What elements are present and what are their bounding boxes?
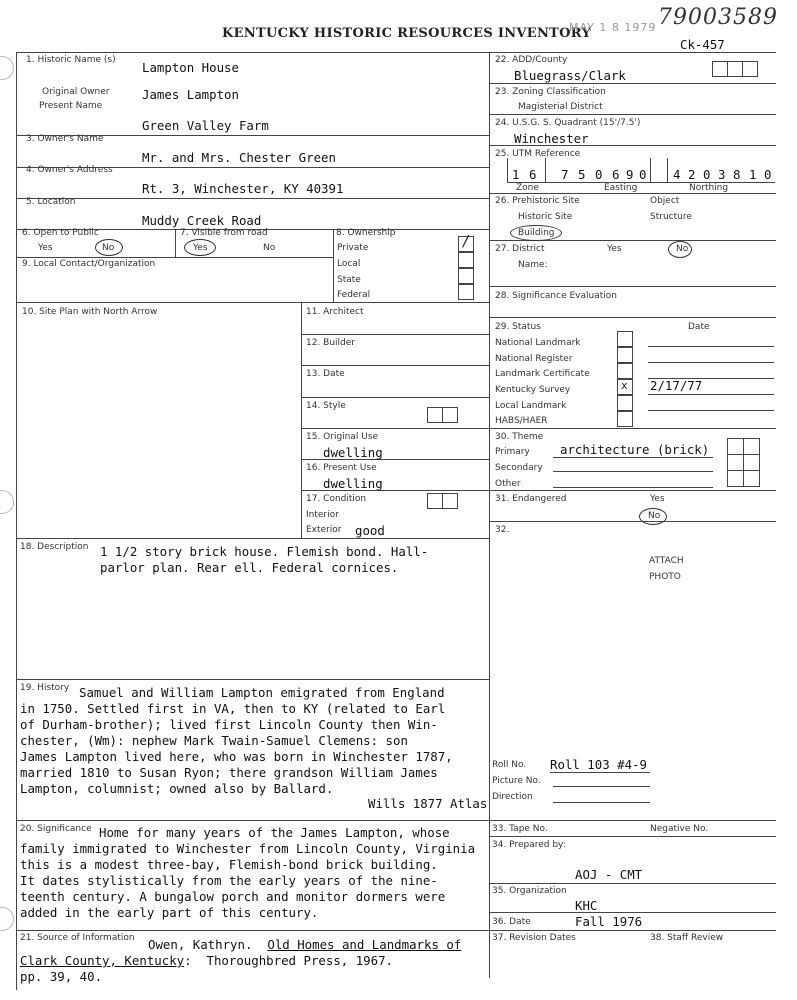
utm-easting-digit: 0	[595, 167, 603, 182]
prepared-by-value: AOJ - CMT	[575, 867, 643, 882]
rule	[16, 538, 489, 539]
county-code-box	[712, 61, 728, 77]
present-use-label: 16. Present Use	[306, 463, 377, 473]
roll-line	[550, 772, 650, 773]
endangered-no: No	[648, 511, 661, 521]
organization-label: 35. Organization	[492, 886, 567, 896]
historic-name-label: 1. Historic Name (s)	[26, 55, 116, 65]
condition-exterior-label: Exterior	[306, 525, 342, 535]
roll-line	[553, 802, 650, 803]
status-checkbox	[617, 331, 633, 347]
status-checkbox	[617, 363, 633, 379]
style-label: 14. Style	[306, 401, 346, 411]
status-date-line	[648, 410, 774, 411]
organization-value: KHC	[575, 898, 598, 913]
rule	[301, 302, 302, 538]
utm-northing-digit: 0	[764, 167, 772, 182]
utm-zone-digit: 1	[512, 167, 520, 182]
ownership-federal: Federal	[337, 290, 371, 300]
significance-text	[20, 825, 475, 921]
present-use-value: dwelling	[323, 476, 383, 491]
district-yes: Yes	[607, 244, 622, 254]
ownership-private: Private	[337, 243, 369, 253]
condition-code-box	[442, 493, 458, 509]
significance-line: added in the early part of this century.	[20, 905, 319, 920]
rule	[301, 365, 489, 366]
endangered-label: 31. Endangered	[495, 494, 567, 504]
frame-left	[16, 52, 17, 990]
theme-code-box	[727, 470, 744, 487]
circled-no-mark	[95, 239, 123, 256]
utm-easting-digit: 0	[639, 167, 647, 182]
history-line: in 1750. Settled first in VA, then to KY (related to Earl	[20, 701, 446, 716]
condition-code-box	[427, 493, 443, 509]
object-label: Object	[650, 196, 680, 206]
utm-divider	[545, 158, 546, 182]
photo-label: PHOTO	[649, 572, 681, 582]
theme-line	[553, 457, 713, 458]
description-line: 1 1/2 story brick house. Flemish bond. Hall-	[100, 544, 429, 559]
circled-no-mark	[668, 241, 692, 258]
significance-evaluation-label: 28. Significance Evaluation	[495, 291, 617, 301]
prepared-by-label: 34. Prepared by:	[492, 840, 566, 850]
county-code-box	[727, 61, 743, 77]
ownership-local: Local	[337, 259, 361, 269]
open-to-public-no: No	[102, 243, 115, 253]
form-id: Ck-457	[680, 37, 725, 52]
source-book-title: Old Homes and Landmarks of	[267, 937, 462, 952]
location-label: 5. Location	[26, 197, 76, 207]
rule	[301, 334, 489, 335]
kentucky-survey-mark: x	[621, 379, 628, 392]
source-line	[20, 953, 461, 969]
visible-from-road-label: 7. Visible from road	[180, 228, 268, 238]
owners-name-value: Mr. and Mrs. Chester Green	[142, 150, 336, 165]
theme-code-box	[743, 454, 760, 471]
significance-line: this is a modest three-bay, Flemish-bond brick building.	[20, 857, 438, 872]
rule	[489, 930, 776, 931]
ownership-state-checkbox	[458, 268, 474, 284]
rule	[489, 317, 776, 318]
tape-number-label: 33. Tape No.	[492, 824, 548, 834]
present-name-label: Present Name	[39, 101, 103, 111]
theme-line	[553, 487, 713, 488]
rule	[489, 820, 776, 821]
theme-other-label: Other	[495, 479, 521, 489]
received-date-stamp: MAY 1 8 1979	[569, 21, 657, 34]
photo-field-label: 32.	[495, 525, 510, 535]
utm-easting-digit: 5	[578, 167, 586, 182]
prepared-date-value: Fall 1976	[575, 914, 643, 929]
visible-from-road-no: No	[263, 243, 276, 253]
status-landmark-certificate: Landmark Certificate	[495, 369, 590, 379]
significance-line: It dates stylistically from the early years of the nine-	[20, 873, 438, 888]
original-owner-label: Original Owner	[42, 87, 110, 97]
utm-northing-digit: 3	[718, 167, 726, 182]
utm-baseline	[507, 182, 775, 183]
utm-divider	[650, 158, 651, 182]
source-text	[20, 937, 461, 985]
significance-label: 20. Significance	[20, 824, 92, 834]
open-to-public-yes: Yes	[38, 243, 53, 253]
usgs-quadrant-value: Winchester	[514, 131, 589, 146]
style-code-box	[427, 407, 443, 423]
theme-code-box	[727, 438, 744, 455]
rule	[333, 229, 334, 302]
status-date-line	[648, 346, 774, 347]
ownership-state: State	[337, 275, 361, 285]
district-no: No	[676, 244, 689, 254]
status-checkbox	[617, 395, 633, 411]
theme-code-box	[743, 470, 760, 487]
status-label: 29. Status	[495, 322, 541, 332]
direction-label: Direction	[492, 792, 533, 802]
status-date-header: Date	[688, 322, 710, 332]
status-national-landmark: National Landmark	[495, 338, 581, 348]
owners-address-label: 4. Owner's Address	[26, 165, 113, 175]
status-kentucky-survey: Kentucky Survey	[495, 385, 571, 395]
rule	[16, 198, 489, 199]
source-line	[20, 937, 461, 953]
history-line: married 1810 to Susan Ryon; there grandson William James	[20, 765, 438, 780]
ownership-check-mark: /	[463, 232, 469, 250]
rule	[489, 428, 776, 429]
circled-building-mark	[510, 225, 562, 241]
description-label: 18. Description	[20, 542, 89, 552]
roll-number-label: Roll No.	[492, 760, 527, 770]
rule	[16, 820, 489, 821]
original-owner-value: James Lampton	[142, 87, 239, 102]
site-plan-label: 10. Site Plan with North Arrow	[22, 307, 158, 317]
prepared-date-label: 36. Date	[492, 917, 531, 927]
utm-northing-digit: 8	[733, 167, 741, 182]
utm-northing-label: Northing	[689, 183, 729, 193]
original-use-label: 15. Original Use	[306, 432, 379, 442]
history-line: Samuel and William Lampton emigrated from England	[79, 685, 445, 700]
rule	[489, 193, 776, 194]
rule	[301, 397, 489, 398]
significance-line: teenth century. A bungalow porch and monitor dormers were	[20, 889, 446, 904]
rule	[489, 83, 776, 84]
center-divider	[489, 52, 490, 978]
roll-number-value: Roll 103 #4-9	[550, 757, 647, 772]
status-date-line	[648, 394, 774, 395]
status-date-line	[648, 362, 774, 363]
rule	[489, 883, 776, 884]
staff-review-label: 38. Staff Review	[650, 933, 724, 943]
utm-northing-digit: 1	[749, 167, 757, 182]
source-pages: pp. 39, 40.	[20, 969, 103, 984]
rule	[489, 286, 776, 287]
status-habs-haer: HABS/HAER	[495, 416, 548, 426]
location-value: Muddy Creek Road	[142, 213, 262, 228]
present-name-value: Green Valley Farm	[142, 118, 269, 133]
visible-from-road-yes: Yes	[193, 243, 208, 253]
description-text	[100, 544, 428, 576]
description-line: parlor plan. Rear ell. Federal cornices.	[100, 560, 399, 575]
rule	[489, 490, 776, 491]
revision-dates-label: 37. Revision Dates	[492, 933, 576, 943]
condition-label: 17. Condition	[306, 494, 367, 504]
utm-easting-label: Easting	[604, 183, 638, 193]
roll-line	[553, 786, 650, 787]
date-label: 13. Date	[306, 369, 345, 379]
ownership-federal-checkbox	[458, 284, 474, 300]
rule	[16, 257, 333, 258]
punch-hole	[0, 56, 14, 80]
handwritten-reference-number: 79003589	[658, 5, 778, 30]
historic-site-label: Historic Site	[518, 212, 573, 222]
utm-zone-digit: 6	[529, 167, 537, 182]
district-label: 27. District	[495, 244, 545, 254]
kentucky-survey-date: 2/17/77	[650, 378, 703, 393]
utm-zone-label: Zone	[516, 183, 539, 193]
utm-reference-label: 25. UTM Reference	[495, 149, 581, 159]
source-book-title-cont: Clark County, Kentucky	[20, 953, 185, 968]
theme-line	[553, 471, 713, 472]
condition-interior-label: Interior	[306, 510, 339, 520]
historic-name-value: Lampton House	[142, 60, 239, 75]
architect-label: 11. Architect	[306, 307, 364, 317]
status-national-register: National Register	[495, 354, 573, 364]
open-to-public-label: 6. Open to Public	[22, 228, 99, 238]
rule	[489, 836, 776, 837]
condition-exterior-value: good	[355, 523, 385, 538]
punch-hole	[0, 490, 14, 514]
source-of-information-label: 21. Source of Information	[20, 933, 135, 943]
utm-divider	[507, 158, 508, 182]
negative-number-label: Negative No.	[650, 824, 709, 834]
utm-easting-digit: 7	[561, 167, 569, 182]
circled-no-mark	[639, 508, 667, 525]
endangered-yes: Yes	[650, 494, 665, 504]
utm-northing-digit: 4	[673, 167, 681, 182]
magisterial-district-label: Magisterial District	[518, 102, 603, 112]
form-title: KENTUCKY HISTORIC RESOURCES INVENTORY	[222, 26, 592, 41]
prehistoric-site-label: 26. Prehistoric Site	[495, 196, 580, 206]
utm-divider	[667, 158, 668, 182]
history-source: Wills 1877 Atlas	[368, 796, 488, 811]
county-code-box	[742, 61, 758, 77]
history-line: James Lampton lived here, who was born in Winchester 1787,	[20, 749, 453, 764]
history-text	[20, 685, 453, 797]
history-label: 19. History	[20, 683, 70, 693]
significance-line: family immigrated to Winchester from Lincoln County, Virginia	[20, 841, 476, 856]
picture-number-label: Picture No.	[492, 776, 541, 786]
theme-secondary-label: Secondary	[495, 463, 543, 473]
theme-label: 30. Theme	[495, 432, 544, 442]
attach-label: ATTACH	[649, 556, 684, 566]
ownership-local-checkbox	[458, 252, 474, 268]
rule	[489, 912, 776, 913]
history-line: of Durham-brother); lived first Lincoln County then Win-	[20, 717, 438, 732]
original-use-value: dwelling	[323, 445, 383, 460]
utm-easting-digit: 9	[626, 167, 634, 182]
history-line: Lampton, columnist; owned also by Ballard.	[20, 781, 334, 796]
rule	[16, 930, 489, 931]
ownership-label: 8. Ownership	[336, 228, 396, 238]
source-publisher: : Thoroughbred Press, 1967.	[184, 953, 393, 968]
add-county-label: 22. ADD/County	[495, 55, 568, 65]
utm-northing-digit: 2	[688, 167, 696, 182]
rule	[16, 302, 489, 303]
punch-hole	[0, 907, 14, 931]
history-line: chester, (Wm): nephew Mark Twain-Samuel Clemens: son	[20, 733, 408, 748]
circled-yes-mark	[184, 239, 216, 256]
structure-label: Structure	[650, 212, 692, 222]
builder-label: 12. Builder	[306, 338, 356, 348]
theme-code-box	[743, 438, 760, 455]
add-county-value: Bluegrass/Clark	[514, 68, 626, 83]
district-name-label: Name:	[518, 260, 548, 270]
zoning-label: 23. Zoning Classification	[495, 87, 606, 97]
source-author: Owen, Kathryn.	[148, 937, 268, 952]
theme-primary-label: Primary	[495, 447, 530, 457]
usgs-quadrant-label: 24. U.S.G. S. Quadrant (15'/7.5')	[495, 118, 641, 128]
owners-address-value: Rt. 3, Winchester, KY 40391	[142, 181, 344, 196]
status-checkbox	[617, 347, 633, 363]
rule	[489, 114, 776, 115]
local-contact-label: 9. Local Contact/Organization	[22, 259, 156, 269]
style-code-box	[442, 407, 458, 423]
utm-easting-digit: 6	[612, 167, 620, 182]
rule	[301, 428, 489, 429]
frame-top	[16, 52, 776, 53]
rule	[16, 679, 489, 680]
status-checkbox	[617, 411, 633, 427]
theme-primary-value: architecture (brick)	[560, 442, 710, 457]
building-label: Building	[518, 228, 555, 238]
status-local-landmark: Local Landmark	[495, 401, 567, 411]
rule	[175, 229, 176, 257]
significance-line: Home for many years of the James Lampton, whose	[99, 825, 450, 840]
theme-code-box	[727, 454, 744, 471]
owners-name-label: 3. Owner's Name	[26, 134, 104, 144]
utm-northing-digit: 0	[703, 167, 711, 182]
rule	[489, 521, 776, 522]
